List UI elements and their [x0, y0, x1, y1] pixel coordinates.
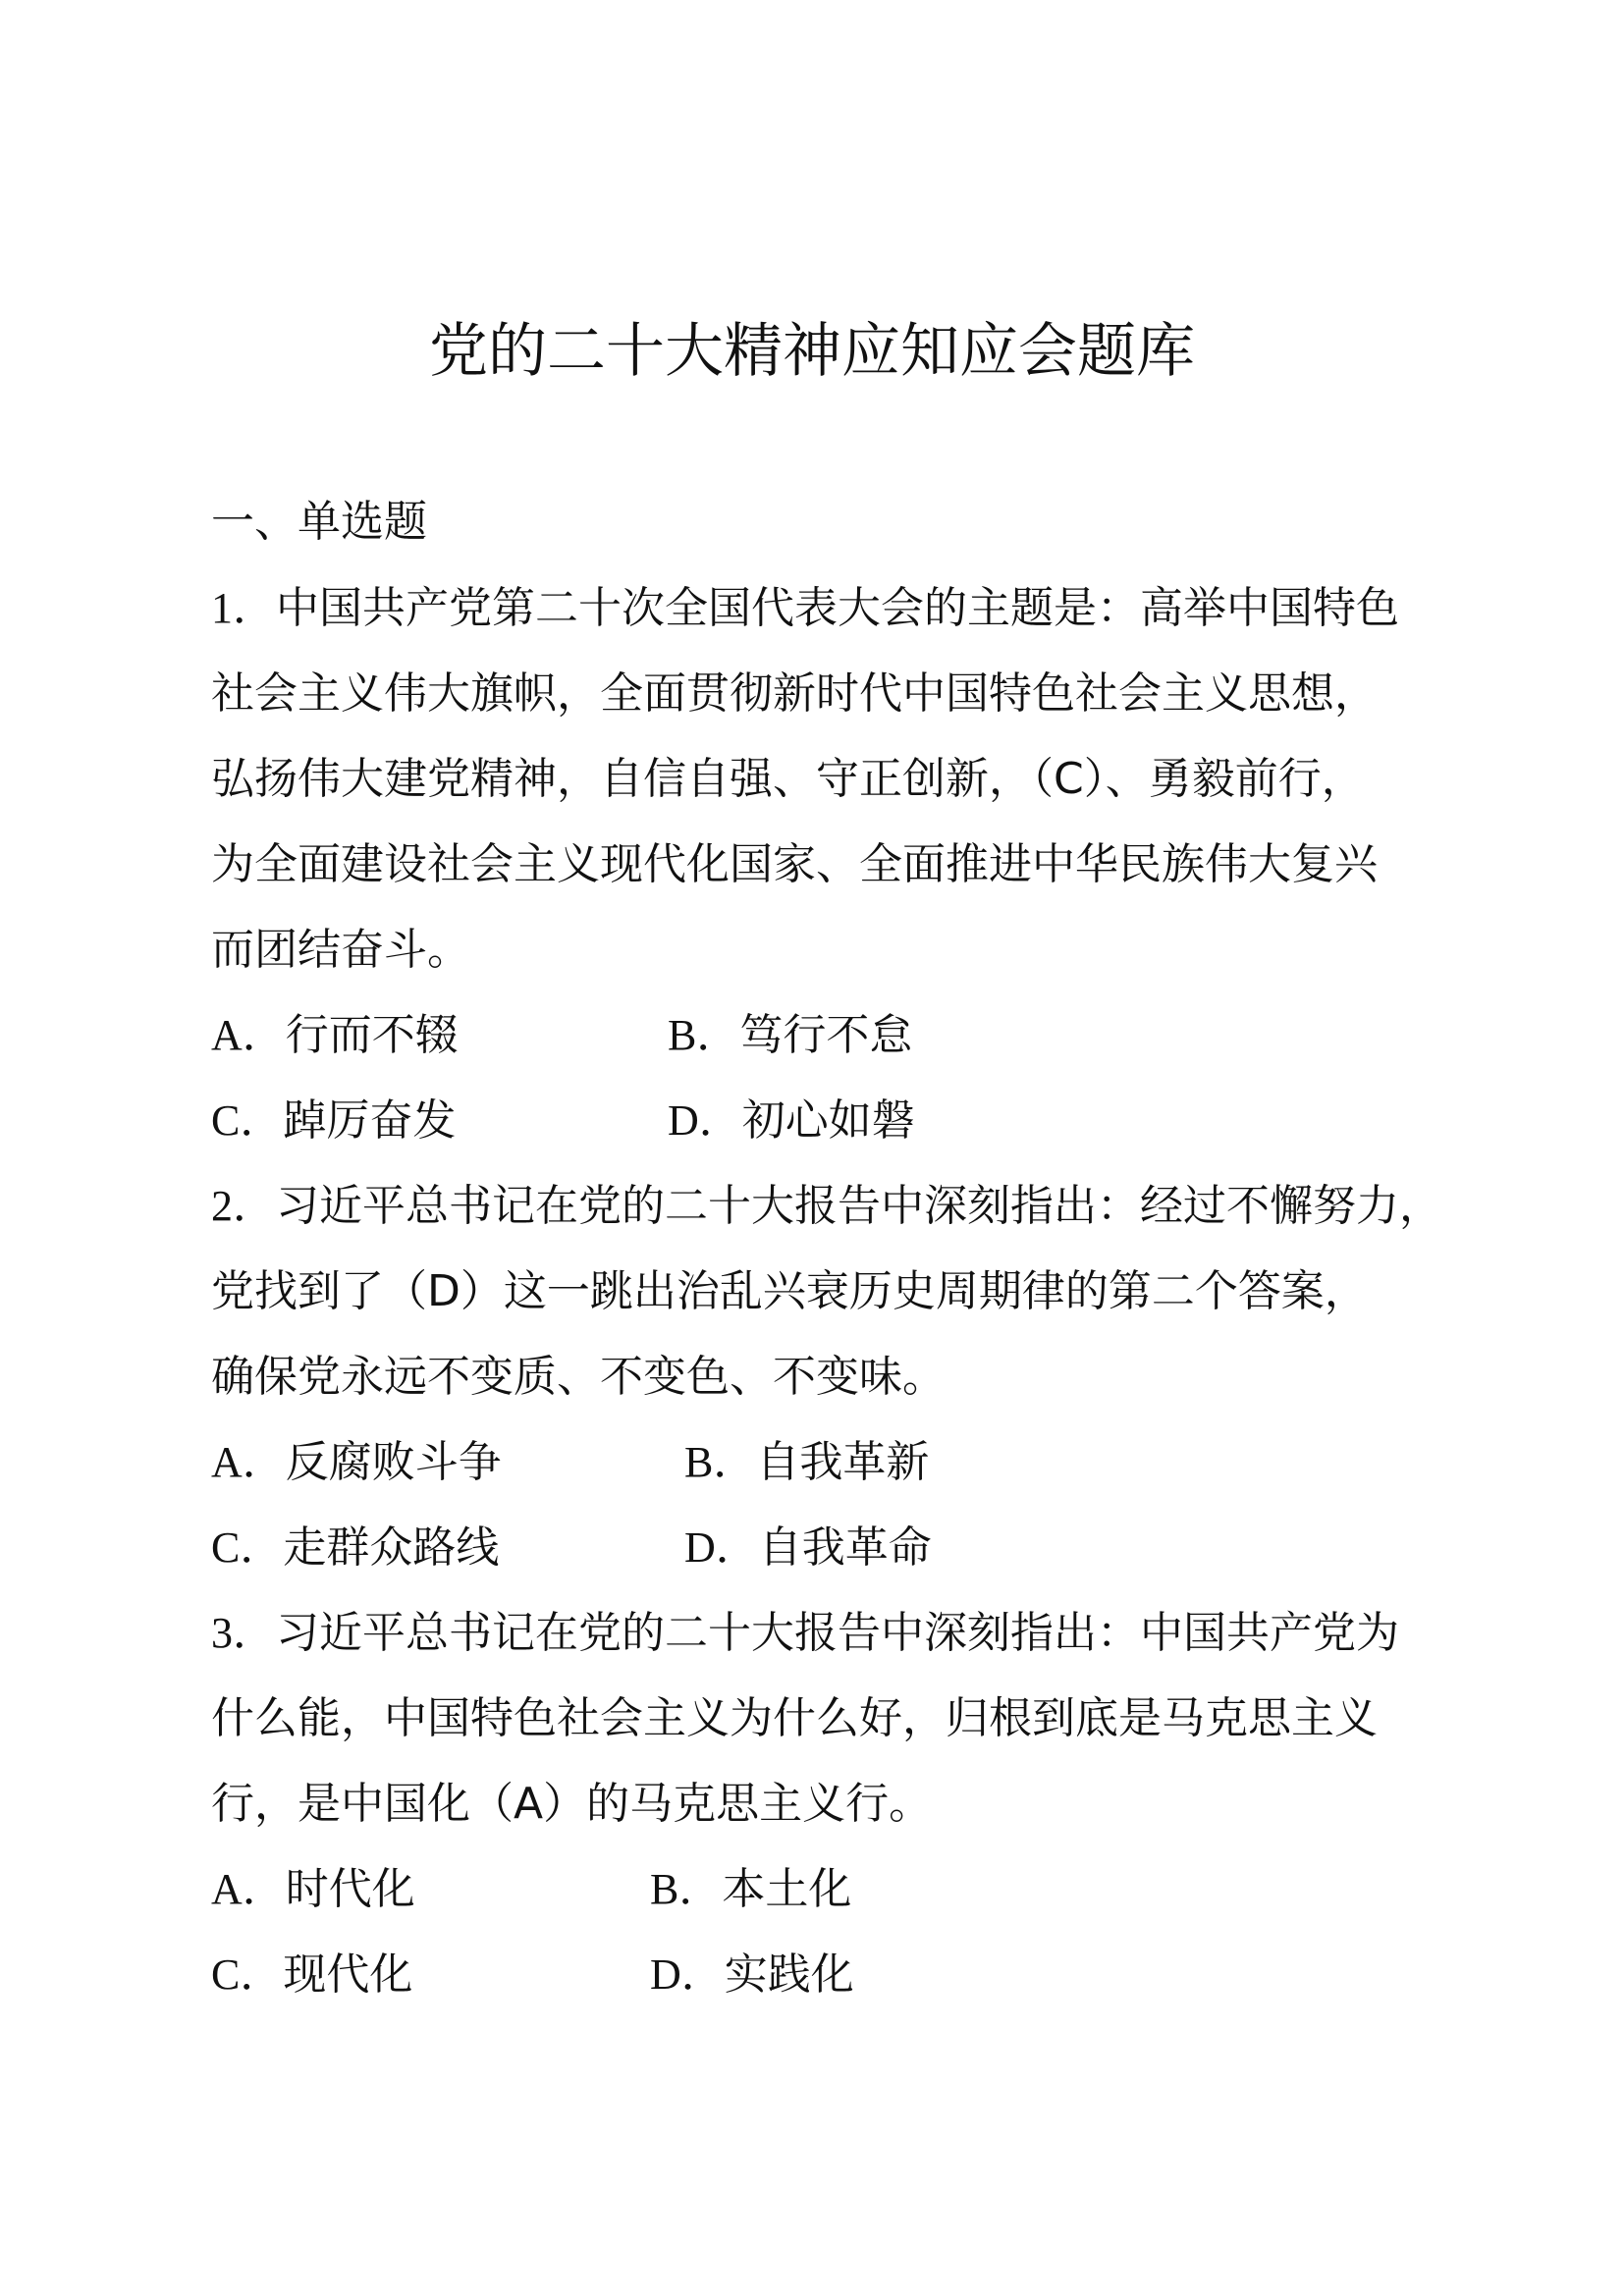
question-2-line-2: 党找到了（D）这一跳出治乱兴衰历史周期律的第二个答案，: [211, 1266, 1368, 1316]
question-2-option-a: [211, 1433, 502, 1492]
option-letter: B．: [684, 1438, 757, 1486]
option-text: 行而不辍: [285, 1010, 459, 1060]
question-1-option-b: [668, 1006, 912, 1065]
option-letter: D．: [684, 1523, 759, 1572]
option-letter: D．: [668, 1096, 742, 1145]
section-heading: 一、单选题: [211, 497, 427, 547]
question-1-line-1: [211, 579, 1399, 638]
question-1-line-4: 为全面建设社会主义现代化国家、全面推进中华民族伟大复兴: [211, 839, 1378, 889]
option-text: 本土化: [722, 1864, 852, 1914]
question-2-text-line-1: 习近平总书记在党的二十大报告中深刻指出：经过不懈努力，: [276, 1181, 1442, 1231]
option-letter: A．: [211, 1438, 286, 1486]
question-2-option-c: [211, 1519, 499, 1577]
question-3-option-a: [211, 1860, 415, 1919]
question-3-text-line-1: 习近平总书记在党的二十大报告中深刻指出：中国共产党为: [276, 1608, 1399, 1658]
question-1-number: 1．: [211, 584, 276, 632]
question-1-option-a: [211, 1006, 459, 1065]
option-letter: A．: [211, 1865, 286, 1913]
question-3-option-d: [650, 1946, 854, 2004]
document-title: 党的二十大精神应知应会题库: [429, 317, 1195, 386]
option-text: 时代化: [285, 1864, 415, 1914]
question-3-line-2: 什么能，中国特色社会主义为什么好，归根到底是马克思主义: [211, 1693, 1378, 1743]
question-1-option-c: [211, 1092, 456, 1150]
question-1-line-5: 而团结奋斗。: [211, 925, 470, 975]
option-text: 走群众路线: [283, 1522, 500, 1573]
question-1-option-d: [668, 1092, 915, 1150]
question-3-line-1: [211, 1604, 1399, 1663]
question-2-option-b: [684, 1433, 929, 1492]
question-3-number: 3．: [211, 1609, 276, 1657]
option-letter: B．: [668, 1011, 740, 1059]
option-letter: A．: [211, 1011, 286, 1059]
question-3-option-c: [211, 1946, 412, 2004]
option-text: 反腐败斗争: [285, 1437, 502, 1487]
option-letter: C．: [211, 1096, 284, 1145]
question-3-option-b: [650, 1860, 851, 1919]
question-2-number: 2．: [211, 1182, 276, 1230]
question-1-line-2: 社会主义伟大旗帜，全面贯彻新时代中国特色社会主义思想，: [211, 668, 1378, 719]
option-text: 现代化: [283, 1949, 413, 2000]
option-text: 初心如磐: [741, 1095, 915, 1146]
option-letter: C．: [211, 1950, 284, 1999]
question-2-option-d: [684, 1519, 932, 1577]
question-2-line-1: [211, 1177, 1442, 1236]
option-letter: B．: [650, 1865, 723, 1913]
option-text: 自我革新: [756, 1437, 930, 1487]
option-text: 自我革命: [758, 1522, 932, 1573]
question-2-line-3: 确保党永远不变质、不变色、不变味。: [211, 1352, 946, 1402]
question-3-line-3: 行，是中国化（A）的马克思主义行。: [211, 1779, 933, 1829]
option-letter: C．: [211, 1523, 284, 1572]
option-text: 笃行不怠: [739, 1010, 913, 1060]
option-text: 踔厉奋发: [283, 1095, 457, 1146]
option-letter: D．: [650, 1950, 725, 1999]
question-1-line-3: 弘扬伟大建党精神，自信自强、守正创新，（C）、勇毅前行，: [211, 754, 1365, 804]
option-text: 实践化: [724, 1949, 854, 2000]
question-1-text-line-1: 中国共产党第二十次全国代表大会的主题是：高举中国特色: [276, 583, 1399, 633]
